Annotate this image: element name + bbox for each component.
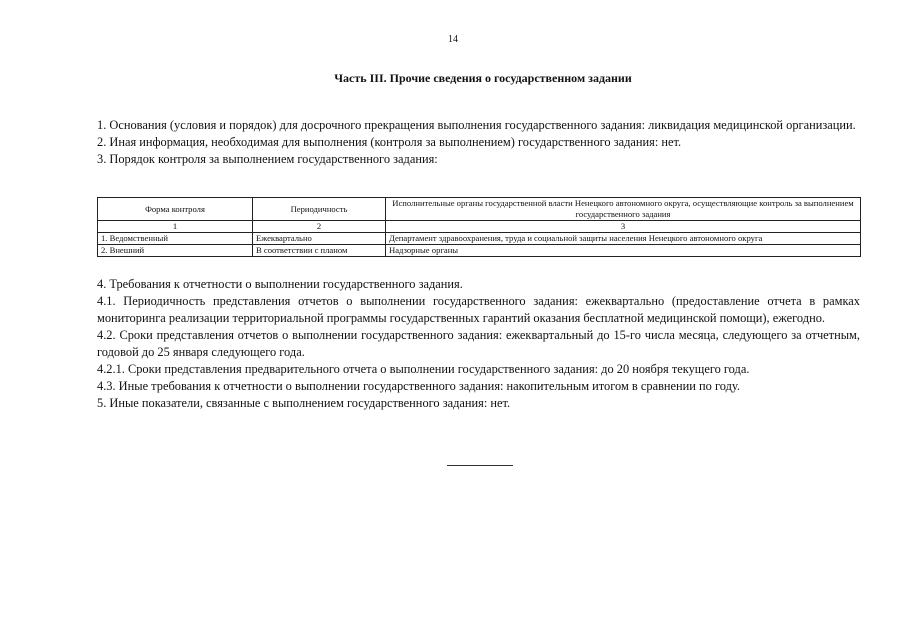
paragraph-control-procedure: 3. Порядок контроля за выполнением государственного задания: xyxy=(97,152,438,166)
header-periodicity: Периодичность xyxy=(253,198,386,221)
table-header-row xyxy=(98,198,861,221)
table-row xyxy=(98,245,861,257)
table-cell-executive-body: Надзорные органы xyxy=(386,245,861,257)
paragraph-other-reporting-requirements: 4.3. Иные требования к отчетности о выполнении государственного задания: накопительным итогом в сравнении по году. xyxy=(97,379,740,393)
section-reporting-requirements xyxy=(97,276,860,412)
column-number: 1 xyxy=(98,221,253,233)
page-number: 14 xyxy=(448,34,458,45)
table-cell-control-form: 2. Внешний xyxy=(98,245,253,257)
column-number: 2 xyxy=(253,221,386,233)
table-cell-control-form: 1. Ведомственный xyxy=(98,233,253,245)
part-title: Часть III. Прочие сведения о государственном задании xyxy=(334,71,632,85)
paragraph-reporting-deadlines: 4.2. Сроки представления отчетов о выполнении государственного задания: ежеквартальный до 15-го числа месяца, следующего за отчетным, годовой до 25 января следующего года. xyxy=(97,328,860,359)
control-table xyxy=(97,197,861,257)
column-number: 3 xyxy=(386,221,861,233)
table-cell-periodicity: Ежеквартально xyxy=(253,233,386,245)
end-divider xyxy=(447,465,513,466)
header-executive-bodies: Исполнительные органы государственной власти Ненецкого автономного округа, осуществляющие контроль за выполнением государственного задания xyxy=(386,198,861,221)
table-number-row xyxy=(98,221,861,233)
section-grounds-and-control xyxy=(97,117,860,168)
header-control-form: Форма контроля xyxy=(98,198,253,221)
paragraph-termination-grounds: 1. Основания (условия и порядок) для досрочного прекращения выполнения государственного задания: ликвидация медицинской организации. xyxy=(97,118,856,132)
table-row xyxy=(98,233,861,245)
paragraph-reporting-periodicity: 4.1. Периодичность представления отчетов о выполнении государственного задания: ежеквартально (предоставление отчета в рамках мониторинга реализации территориальной программы государственных гарантий оказания бесплатной медицинской помощи), ежегодно. xyxy=(97,294,860,325)
paragraph-reporting-requirements: 4. Требования к отчетности о выполнении государственного задания. xyxy=(97,277,463,291)
table-cell-periodicity: В соответствии с планом xyxy=(253,245,386,257)
paragraph-preliminary-report-deadline: 4.2.1. Сроки представления предварительного отчета о выполнении государственного задания: до 20 ноября текущего года. xyxy=(97,362,750,376)
table-cell-executive-body: Департамент здравоохранения, труда и социальной защиты населения Ненецкого автономного округа xyxy=(386,233,861,245)
paragraph-other-indicators: 5. Иные показатели, связанные с выполнением государственного задания: нет. xyxy=(97,396,511,410)
paragraph-other-information: 2. Иная информация, необходимая для выполнения (контроля за выполнением) государственного задания: нет. xyxy=(97,135,682,149)
